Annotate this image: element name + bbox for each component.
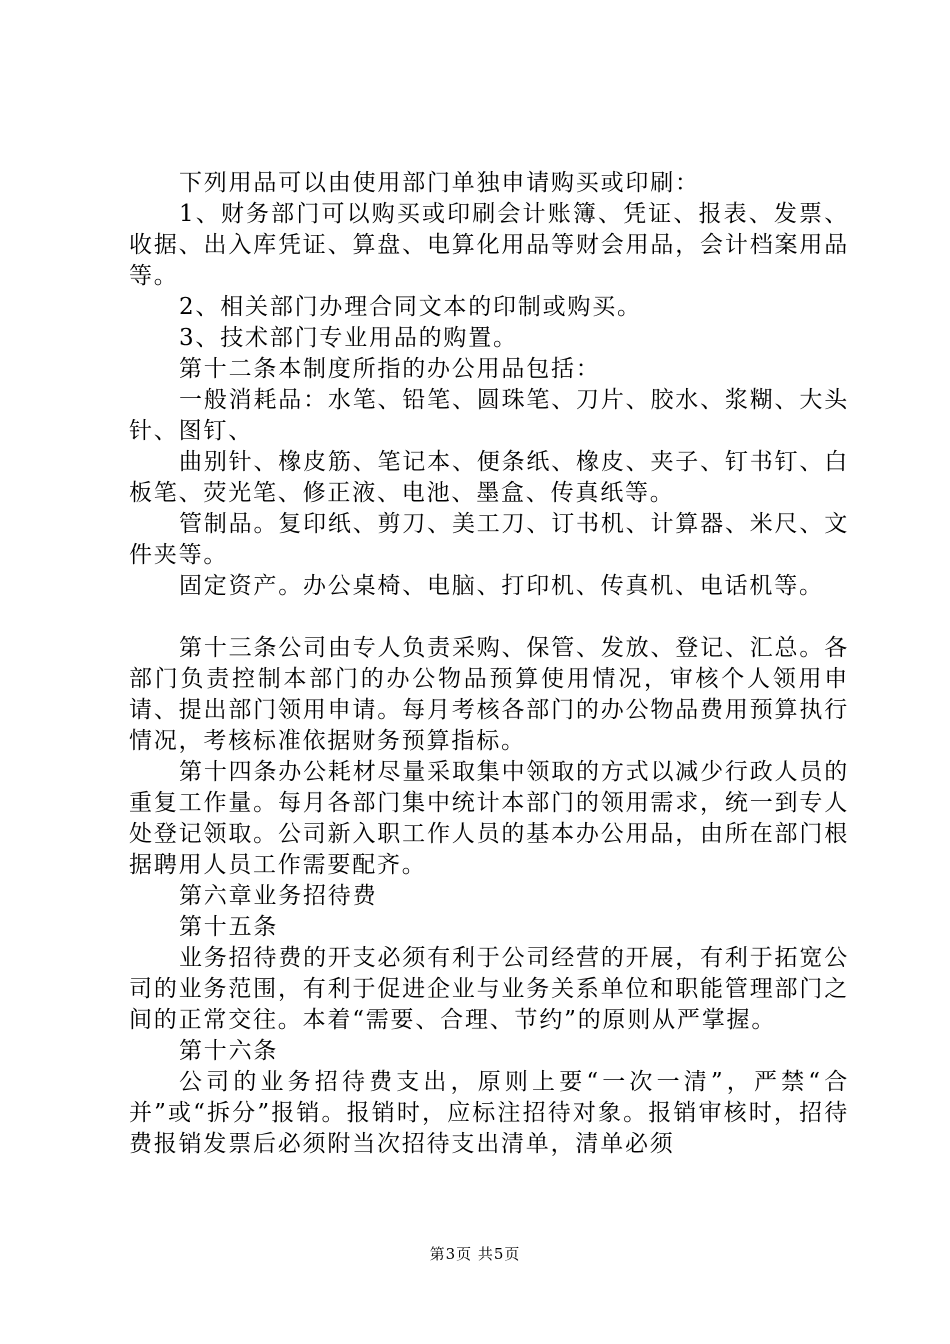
page-number-footer: 第3页 共5页 xyxy=(429,1245,521,1263)
paragraph-item-2: 2、相关部门办理合同文本的印制或购买。 xyxy=(179,294,642,320)
paragraph-controlled-items: 管制品。复印纸、剪刀、美工刀、订书机、计算器、米尺、文件夹等。 xyxy=(129,511,849,568)
paragraph-fixed-assets: 固定资产。办公桌椅、电脑、打印机、传真机、电话机等。 xyxy=(179,573,824,599)
paragraph-article-12: 第十二条本制度所指的办公用品包括： xyxy=(179,356,601,382)
paragraph-consumables-cont: 曲别针、橡皮筋、笔记本、便条纸、橡皮、夹子、钉书钉、白板笔、荧光笔、修正液、电池、墨盒、传真纸等。 xyxy=(129,449,849,506)
paragraph-item-3: 3、技术部门专业用品的购置。 xyxy=(179,325,518,351)
document-body xyxy=(129,168,849,1160)
paragraph-article-14: 第十四条办公耗材尽量采取集中领取的方式以减少行政人员的重复工作量。每月各部门集中统计本部门的领用需求，统一到专人处登记领取。公司新入职工作人员的基本办公用品，由所在部门根据聘用人员工作需要配齐。 xyxy=(129,759,849,878)
article-16-heading: 第十六条 xyxy=(179,1038,279,1064)
paragraph-article-15: 业务招待费的开支必须有利于公司经营的开展，有利于拓宽公司的业务范围，有利于促进企业与业务关系单位和职能管理部门之间的正常交往。本着“需要、合理、节约”的原则从严掌握。 xyxy=(129,945,849,1033)
paragraph-consumables: 一般消耗品：水笔、铅笔、圆珠笔、刀片、胶水、浆糊、大头针、图钉、 xyxy=(129,387,849,444)
paragraph-article-13: 第十三条公司由专人负责采购、保管、发放、登记、汇总。各部门负责控制本部门的办公物品预算使用情况，审核个人领用申请、提出部门领用申请。每月考核各部门的办公物品费用预算执行情况，考核标准依据财务预算指标。 xyxy=(129,635,849,754)
paragraph-article-16: 公司的业务招待费支出，原则上要“一次一清”，严禁“合并”或“拆分”报销。报销时，应标注招待对象。报销审核时，招待费报销发票后必须附当次招待支出清单，清单必须 xyxy=(129,1069,849,1157)
paragraph-purchase-intro: 下列用品可以由使用部门单独申请购买或印刷： xyxy=(179,170,700,196)
paragraph-item-1: 1、财务部门可以购买或印刷会计账簿、凭证、报表、发票、收据、出入库凭证、算盘、电算化用品等财会用品，会计档案用品等。 xyxy=(129,201,849,289)
chapter-6-heading: 第六章业务招待费 xyxy=(179,883,378,909)
article-15-heading: 第十五条 xyxy=(179,914,279,940)
